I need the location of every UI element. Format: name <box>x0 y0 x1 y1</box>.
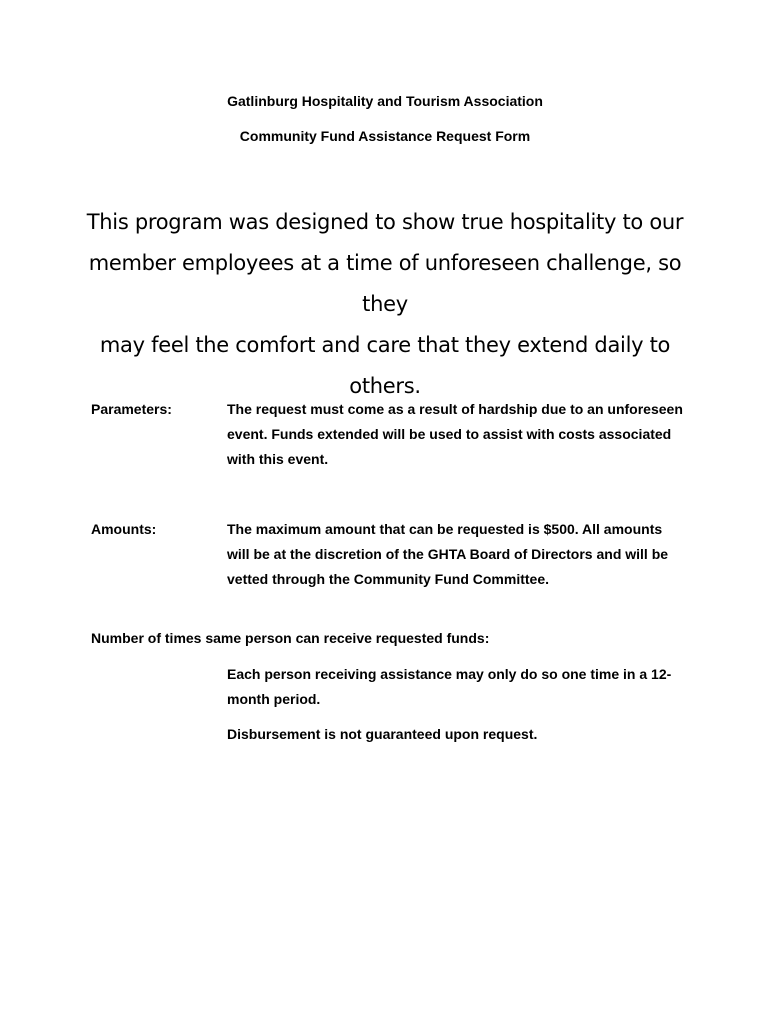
times-label: Number of times same person can receive requested funds: <box>91 630 490 646</box>
amounts-label: Amounts: <box>91 521 157 537</box>
intro-line: This program was designed to show true hospitality to our <box>86 210 684 234</box>
amounts-text: The maximum amount that can be requested is $500. All amounts will be at the discretion of the GHTA Board of Directors and will be vetted through the Community Fund Committee. <box>227 521 669 587</box>
intro-statement <box>70 202 700 407</box>
intro-line: member employees at a time of unforeseen challenge, so they <box>88 251 682 316</box>
intro-line: may feel the comfort and care that they extend daily to others. <box>99 333 671 398</box>
parameters-label: Parameters: <box>91 401 172 417</box>
disbursement-note: Disbursement is not guaranteed upon request. <box>227 726 538 742</box>
times-text: Each person receiving assistance may only do so one time in a 12-month period. <box>227 666 672 707</box>
form-title: Community Fund Assistance Request Form <box>239 128 531 144</box>
parameters-text: The request must come as a result of hardship due to an unforeseen event. Funds extended will be used to assist with costs associated with this event. <box>227 401 683 467</box>
organization-name: Gatlinburg Hospitality and Tourism Association <box>227 93 543 109</box>
